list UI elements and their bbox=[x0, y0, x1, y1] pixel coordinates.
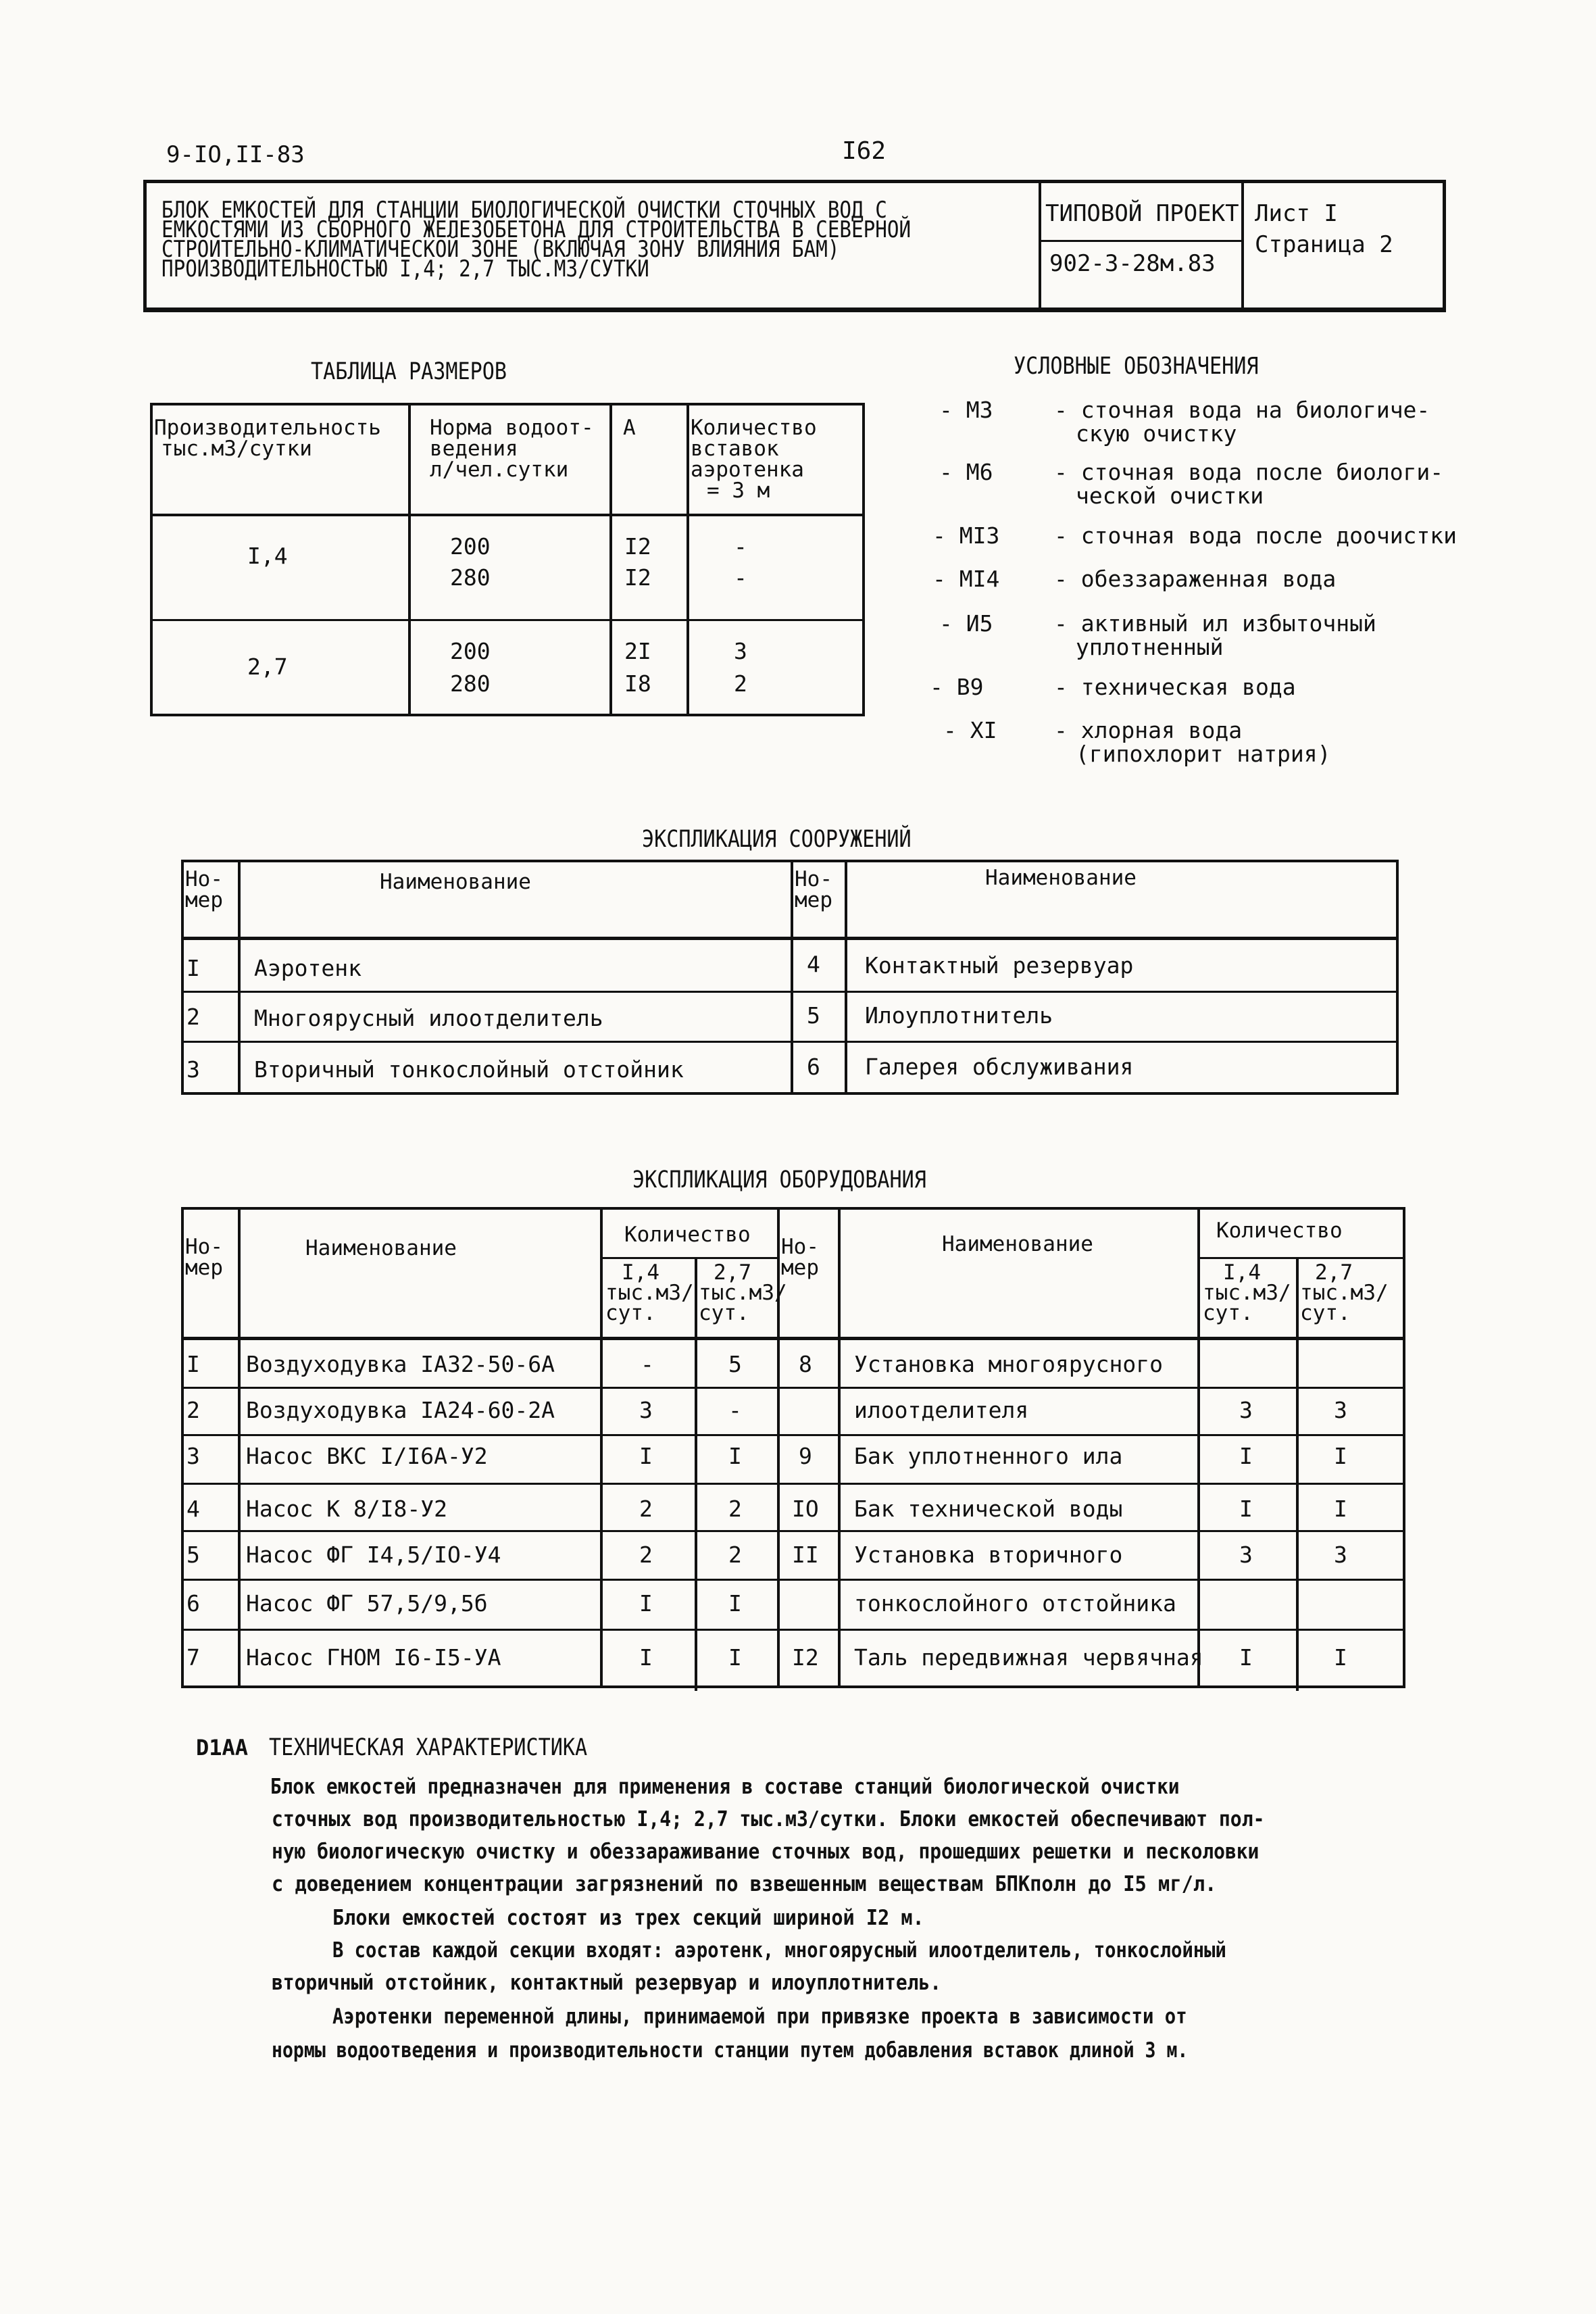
header-capacity-2: 2,7 тыс.м3/ сут. bbox=[1300, 1260, 1389, 1325]
equipment-name: Установка многоярусного bbox=[854, 1351, 1163, 1377]
header-capacity-2: 2,7 тыс.м3/ сут. bbox=[699, 1260, 787, 1325]
legend-code: - МI3 bbox=[932, 522, 1000, 549]
title-line: ПРОИЗВОДИТЕЛЬНОСТЬЮ I,4; 2,7 ТЫС.М3/СУТКИ bbox=[161, 255, 649, 282]
sheet-label: Лист I bbox=[1255, 200, 1338, 227]
divider bbox=[1241, 183, 1244, 307]
row-number: 9 bbox=[799, 1443, 812, 1469]
tech-paragraph bbox=[272, 1868, 1293, 1900]
document-code: 9-IO,II-83 bbox=[166, 141, 305, 168]
quantity-2: I bbox=[1334, 1443, 1347, 1469]
legend-code: - М3 bbox=[939, 397, 993, 423]
header-name: Наименование bbox=[985, 866, 1137, 890]
structure-name: Аэротенк bbox=[254, 955, 361, 981]
divider bbox=[1039, 183, 1041, 307]
equipment-name: Бак технической воды bbox=[854, 1496, 1123, 1522]
equipment-name: Насос ФГ 57,5/9,5б bbox=[246, 1590, 488, 1617]
quantity-1: 3 bbox=[639, 1397, 653, 1423]
quantity-1: 3 bbox=[1239, 1542, 1253, 1568]
tech-line: Блок емкостей предназначен для применения в составе станций биологической очистки bbox=[270, 1775, 1180, 1799]
header-number: Но- мер bbox=[185, 867, 223, 912]
row-number: 3 bbox=[186, 1443, 200, 1469]
legend-code: - МI4 bbox=[932, 566, 1000, 592]
legend-text: - хлорная вода (гипохлорит натрия) bbox=[1054, 717, 1331, 767]
tech-line: с доведением концентрации загрязнений по взвешенным веществам БПКполн до I5 мг/л. bbox=[272, 1872, 1217, 1896]
quantity-2: I bbox=[1334, 1496, 1347, 1522]
equipment-name: Установка вторичного bbox=[854, 1542, 1123, 1568]
row-number: 4 bbox=[807, 951, 820, 977]
a-values: I2 I2 bbox=[624, 533, 651, 591]
header-a: А bbox=[623, 416, 636, 440]
header-name: Наименование bbox=[305, 1236, 457, 1260]
tech-line: нормы водоотведения и производительности станции путем добавления вставок длиной 3 м. bbox=[272, 2038, 1189, 2063]
quantity-1: I bbox=[639, 1443, 653, 1469]
structure-name: Вторичный тонкослойный отстойник bbox=[254, 1056, 684, 1083]
title-block bbox=[143, 180, 1446, 312]
equipment-name: Насос ФГ I4,5/IO-У4 bbox=[246, 1542, 501, 1568]
quantity-2: 5 bbox=[728, 1351, 742, 1377]
quantity-2: 3 bbox=[1334, 1397, 1347, 1423]
structure-name: Многоярусный илоотделитель bbox=[254, 1005, 603, 1031]
row-number: 6 bbox=[186, 1590, 200, 1617]
tech-line: ную биологическую очистку и обеззараживание сточных вод, прошедших решетки и песколовки bbox=[272, 1840, 1260, 1864]
row-number: I bbox=[186, 1351, 200, 1377]
equipment-name: Насос ВКС I/I6А-У2 bbox=[246, 1443, 488, 1469]
quantity-2: - bbox=[728, 1397, 742, 1423]
row-number: 8 bbox=[799, 1351, 812, 1377]
page-label: Страница 2 bbox=[1255, 231, 1393, 258]
title-line: БЛОК ЕМКОСТЕЙ ДЛЯ СТАНЦИИ БИОЛОГИЧЕСКОЙ ОЧИСТКИ СТОЧНЫХ ВОД С bbox=[161, 197, 887, 224]
legend-code: - В9 bbox=[930, 674, 984, 700]
norm-values: 200 280 bbox=[450, 533, 491, 591]
tech-paragraph bbox=[270, 1771, 1292, 1803]
legend-text: - обеззараженная вода bbox=[1054, 566, 1337, 592]
structure-name: Галерея обслуживания bbox=[865, 1054, 1134, 1080]
equipment-title: ЭКСПЛИКАЦИЯ ОБОРУДОВАНИЯ bbox=[632, 1166, 926, 1193]
structures-title: ЭКСПЛИКАЦИЯ СООРУЖЕНИЙ bbox=[642, 826, 912, 853]
row-number: IO bbox=[792, 1496, 819, 1522]
tech-line: сточных вод производительностью I,4; 2,7 тыс.м3/сутки. Блоки емкостей обеспечивают пол- bbox=[272, 1807, 1265, 1831]
legend-code: - М6 bbox=[939, 459, 993, 485]
insert-values: - - bbox=[734, 533, 747, 591]
title-line: ЕМКОСТЯМИ ИЗ СБОРНОГО ЖЕЛЕЗОБЕТОНА ДЛЯ СТРОИТЕЛЬСТВА В СЕВЕРНОЙ bbox=[161, 216, 912, 243]
row-number: II bbox=[792, 1542, 819, 1568]
header-name: Наименование bbox=[942, 1232, 1093, 1256]
capacity-value: I,4 bbox=[247, 543, 288, 569]
row-number: 6 bbox=[807, 1054, 820, 1080]
row-number: 7 bbox=[186, 1644, 200, 1671]
equipment-table bbox=[181, 1207, 1405, 1688]
quantity-1: I bbox=[1239, 1443, 1253, 1469]
quantity-2: 2 bbox=[728, 1496, 742, 1522]
quantity-1: I bbox=[1239, 1644, 1253, 1671]
legend-text: - техническая вода bbox=[1054, 674, 1296, 700]
quantity-2: I bbox=[728, 1644, 742, 1671]
header-number: Но- мер bbox=[185, 1235, 223, 1280]
quantity-1: 2 bbox=[639, 1496, 653, 1522]
equipment-name: Воздуходувка IА24-60-2А bbox=[246, 1397, 555, 1423]
header-number: Но- мер bbox=[795, 867, 832, 912]
header-inserts: Количество вставок аэротенка = 3 м bbox=[691, 416, 817, 503]
header-capacity-1: I,4 тыс.м3/ сут. bbox=[605, 1260, 694, 1325]
page-number: I62 bbox=[842, 137, 887, 165]
quantity-2: I bbox=[728, 1590, 742, 1617]
equipment-name: Бак уплотненного ила bbox=[854, 1443, 1123, 1469]
legend-code: - И5 bbox=[939, 610, 993, 637]
quantity-1: - bbox=[641, 1351, 654, 1377]
legend-title: УСЛОВНЫЕ ОБОЗНАЧЕНИЯ bbox=[1014, 353, 1259, 380]
tech-mark: D1AA bbox=[196, 1735, 249, 1761]
title-text bbox=[161, 197, 1033, 282]
legend-text: - активный ил избыточный уплотненный bbox=[1054, 610, 1376, 660]
norm-values: 200 280 bbox=[450, 638, 491, 697]
title-line: СТРОИТЕЛЬНО-КЛИМАТИЧЕСКОЙ ЗОНЕ (ВКЛЮЧАЯ ЗОНУ ВЛИЯНИЯ БАМ) bbox=[161, 236, 840, 263]
header-norm: Норма водоот- ведения л/чел.сутки bbox=[430, 416, 594, 482]
tech-title: ТЕХНИЧЕСКАЯ ХАРАКТЕРИСТИКА bbox=[269, 1734, 588, 1761]
tech-line: вторичный отстойник, контактный резервуар и илоуплотнитель. bbox=[272, 1971, 942, 1995]
equipment-name: Таль передвижная червячная bbox=[854, 1644, 1203, 1671]
structure-name: Илоуплотнитель bbox=[865, 1002, 1053, 1029]
row-number: 5 bbox=[186, 1542, 200, 1568]
quantity-1: I bbox=[639, 1644, 653, 1671]
tech-paragraph bbox=[272, 2034, 1343, 2067]
row-number: I bbox=[186, 955, 200, 981]
quantity-1: I bbox=[639, 1590, 653, 1617]
quantity-2: 2 bbox=[728, 1542, 742, 1568]
tech-paragraph bbox=[272, 1803, 1369, 1836]
header-capacity: Производительность тыс.м3/сутки bbox=[154, 416, 381, 461]
row-number: 4 bbox=[186, 1496, 200, 1522]
equipment-name: Насос К 8/I8-У2 bbox=[246, 1496, 448, 1522]
quantity-2: 3 bbox=[1334, 1542, 1347, 1568]
tech-paragraph bbox=[332, 2000, 1303, 2033]
tech-paragraph bbox=[332, 1934, 1354, 1967]
quantity-2: I bbox=[1334, 1644, 1347, 1671]
legend-text: - сточная вода на биологиче- скую очистку bbox=[1054, 397, 1430, 447]
tech-line: Блоки емкостей состоят из трех секций шириной I2 м. bbox=[332, 1906, 924, 1930]
structures-table bbox=[181, 860, 1399, 1095]
tech-paragraph bbox=[272, 1967, 1016, 1999]
tech-paragraph bbox=[332, 1902, 976, 1934]
tech-line: Аэротенки переменной длины, принимаемой при привязке проекта в зависимости от bbox=[332, 2004, 1187, 2029]
size-table bbox=[150, 403, 865, 716]
header-quantity: Количество bbox=[1216, 1218, 1343, 1243]
tech-line: В состав каждой секции входят: аэротенк, многоярусный илоотделитель, тонкослойный bbox=[332, 1938, 1226, 1963]
row-number: 5 bbox=[807, 1002, 820, 1029]
equipment-name: тонкослойного отстойника bbox=[854, 1590, 1176, 1617]
structure-name: Контактный резервуар bbox=[865, 952, 1134, 979]
quantity-1: 2 bbox=[639, 1542, 653, 1568]
project-number: 902-3-28м.83 bbox=[1049, 250, 1216, 277]
header-name: Наименование bbox=[380, 870, 531, 894]
project-label: ТИПОВОЙ ПРОЕКТ bbox=[1045, 200, 1239, 227]
capacity-value: 2,7 bbox=[247, 654, 288, 680]
row-number: 2 bbox=[186, 1004, 200, 1030]
legend-text: - сточная вода после доочистки bbox=[1054, 522, 1457, 549]
quantity-1: I bbox=[1239, 1496, 1253, 1522]
equipment-name: илоотделителя bbox=[854, 1397, 1029, 1423]
size-table-title: ТАБЛИЦА РАЗМЕРОВ bbox=[311, 358, 507, 385]
equipment-name: Воздуходувка IА32-50-6А bbox=[246, 1351, 555, 1377]
header-number: Но- мер bbox=[781, 1235, 819, 1280]
equipment-name: Насос ГНОМ I6-I5-УА bbox=[246, 1644, 501, 1671]
divider bbox=[1039, 240, 1241, 242]
header-quantity: Количество bbox=[624, 1223, 751, 1247]
quantity-2: I bbox=[728, 1443, 742, 1469]
tech-paragraph bbox=[272, 1836, 1369, 1868]
row-number: 2 bbox=[186, 1397, 200, 1423]
a-values: 2I I8 bbox=[624, 638, 651, 697]
legend-code: - XI bbox=[943, 717, 997, 743]
header-capacity-1: I,4 тыс.м3/ сут. bbox=[1203, 1260, 1291, 1325]
quantity-1: 3 bbox=[1239, 1397, 1253, 1423]
legend-text: - сточная вода после биологи- ческой очистки bbox=[1054, 459, 1444, 509]
insert-values: 3 2 bbox=[734, 638, 747, 697]
row-number: I2 bbox=[792, 1644, 819, 1671]
row-number: 3 bbox=[186, 1056, 200, 1083]
